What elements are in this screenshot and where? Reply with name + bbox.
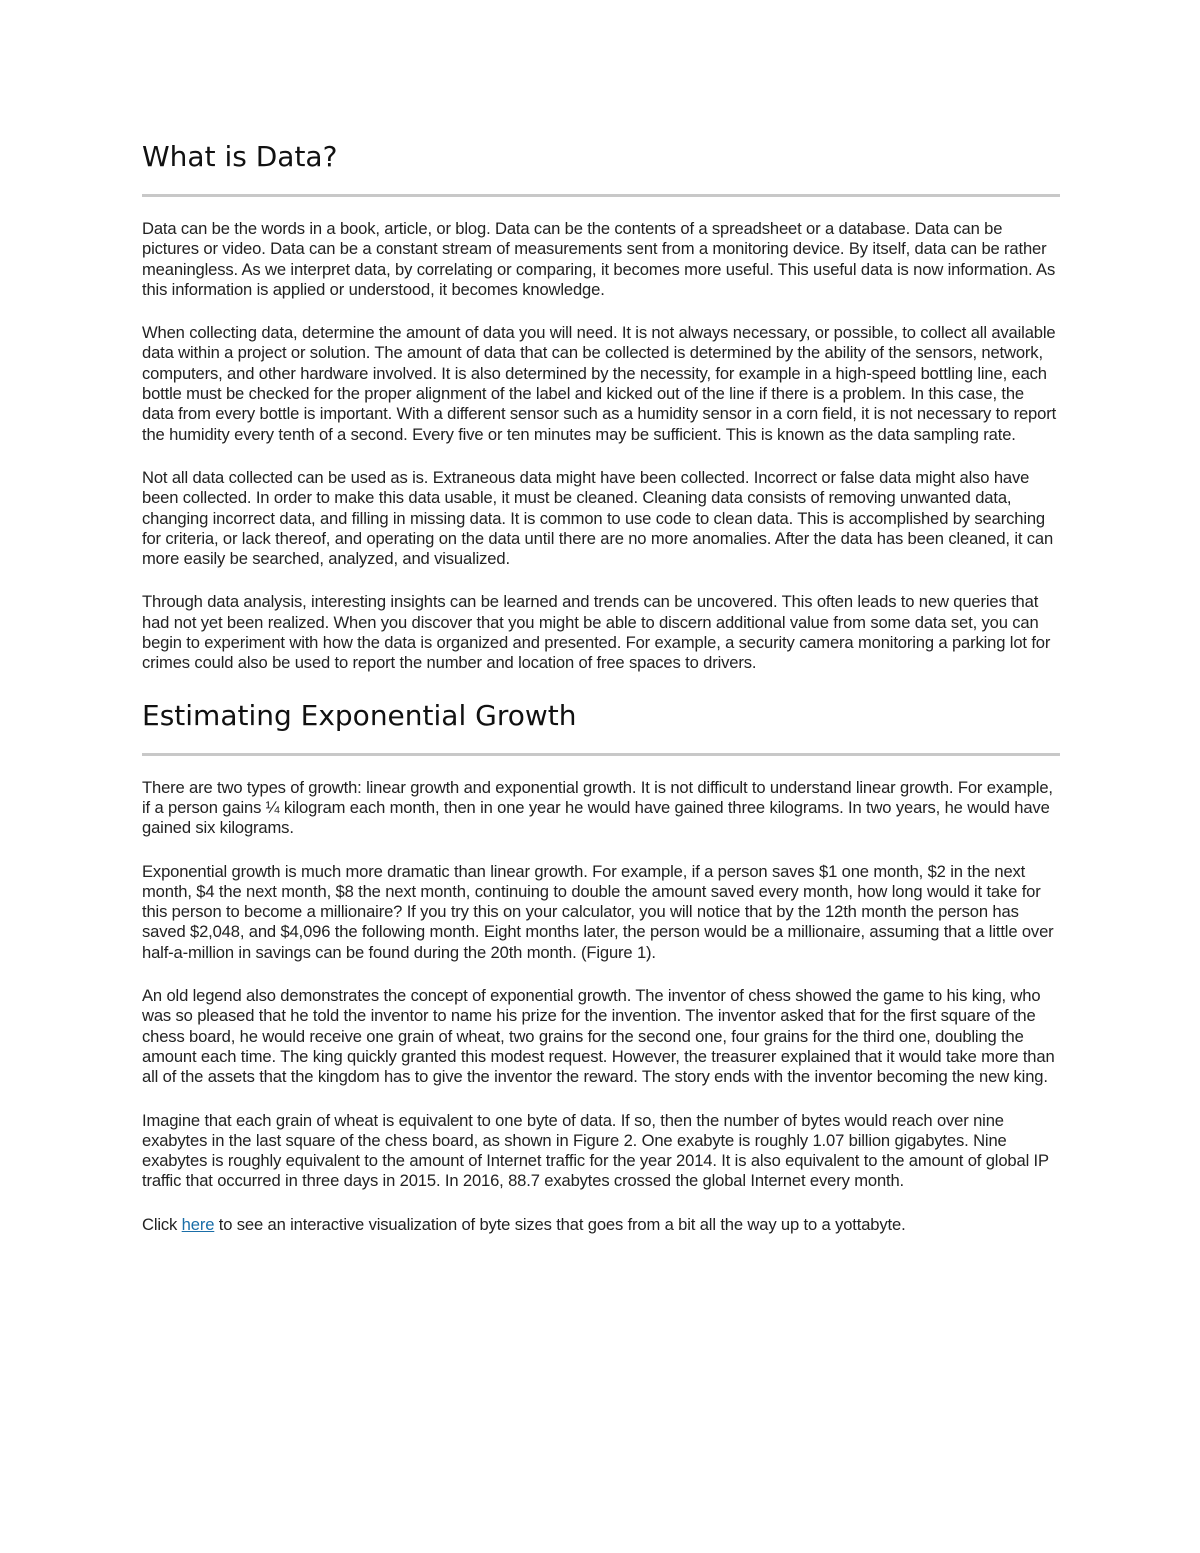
section-title: Estimating Exponential Growth: [142, 698, 577, 732]
paragraph: When collecting data, determine the amount of data you will need. It is not always necessary, or possible, to collect all available data within a project or solution. The amount of data that can be collected is determined by the ability of the sensors, network, computers, and other hardware involved. It is also determined by the necessity, for example in a high-speed bottling line, each bottle must be checked for the proper alignment of the label and kicked out of the line if there is a problem. In this case, the data from every bottle is important. With a different sensor such as a humidity sensor in a corn field, it is not necessary to report the humidity every tenth of a second. Every five or ten minutes may be sufficient. This is known as the data sampling rate.: [142, 323, 1057, 444]
title-divider: [142, 753, 1060, 756]
section-title: What is Data?: [142, 140, 338, 173]
link-paragraph: [142, 1215, 1060, 1235]
paragraph: Through data analysis, interesting insights can be learned and trends can be uncovered. This often leads to new queries that had not yet been realized. When you discover that you might be able to discern additional value from some data set, you can begin to experiment with how the data is organized and presented. For example, a security camera monitoring a parking lot for crimes could also be used to report the number and location of free spaces to drivers.: [142, 592, 1051, 673]
section-what-is-data: [142, 138, 1060, 674]
here-link[interactable]: here: [181, 1214, 215, 1234]
paragraph: Exponential growth is much more dramatic than linear growth. For example, if a person saves $1 one month, $2 in the next month, $4 the next month, $8 the next month, continuing to double the amount saved every month, how long would it take for this person to become a millionaire? If you try this on your calculator, you will notice that by the 12th month the person has saved $2,048, and $4,096 the following month. Eight months later, the person would be a millionaire, assuming that a little over half-a-million in savings can be found during the 20th month. (Figure 1).: [142, 861, 1054, 962]
title-divider: [142, 194, 1060, 197]
link-prefix-text: Click: [142, 1214, 182, 1234]
paragraph: Not all data collected can be used as is. Extraneous data might have been collected. Incorrect or false data might also have been collected. In order to make this data usable, it must be cleaned. Cleaning data consists of removing unwanted data, changing incorrect data, and filling in missing data. It is common to use code to clean data. This is accomplished by searching for criteria, or lack thereof, and operating on the data until there are no more anomalies. After the data has been cleaned, it can more easily be searched, analyzed, and visualized.: [142, 467, 1054, 569]
section-exponential-growth: [142, 697, 1060, 1235]
paragraph: Data can be the words in a book, article, or blog. Data can be the contents of a spreadsheet or a database. Data can be pictures or video. Data can be a constant stream of measurements sent from a monitoring device. By itself, data can be rather meaningless. As we interpret data, by correlating or comparing, it becomes more useful. This useful data is now information. As this information is applied or understood, it becomes knowledge.: [142, 219, 1056, 299]
paragraph: There are two types of growth: linear growth and exponential growth. It is not difficult to understand linear growth. For example, if a person gains ¼ kilogram each month, then in one year he would have gained three kilograms. In two years, he would have gained six kilograms.: [142, 777, 1053, 838]
document-page: [142, 138, 1060, 1258]
link-suffix-text: to see an interactive visualization of byte sizes that goes from a bit all the way up to a yottabyte.: [214, 1214, 906, 1234]
paragraph: Imagine that each grain of wheat is equivalent to one byte of data. If so, then the number of bytes would reach over nine exabytes in the last square of the chess board, as shown in Figure 2. One exabyte is roughly 1.07 billion gigabytes. Nine exabytes is roughly equivalent to the amount of Internet traffic for the year 2014. It is also equivalent to the amount of global IP traffic that occurred in three days in 2015. In 2016, 88.7 exabytes crossed the global Internet every month.: [142, 1110, 1049, 1191]
paragraph: An old legend also demonstrates the concept of exponential growth. The inventor of chess showed the game to his king, who was so pleased that he told the inventor to name his prize for the invention. The inventor asked that for the first square of the chess board, he would receive one grain of wheat, two grains for the second one, four grains for the third one, doubling the amount each time. The king quickly granted this modest request. However, the treasurer explained that it would take more than all of the assets that the kingdom has to give the inventor the reward. The story ends with the inventor becoming the new king.: [142, 986, 1055, 1087]
